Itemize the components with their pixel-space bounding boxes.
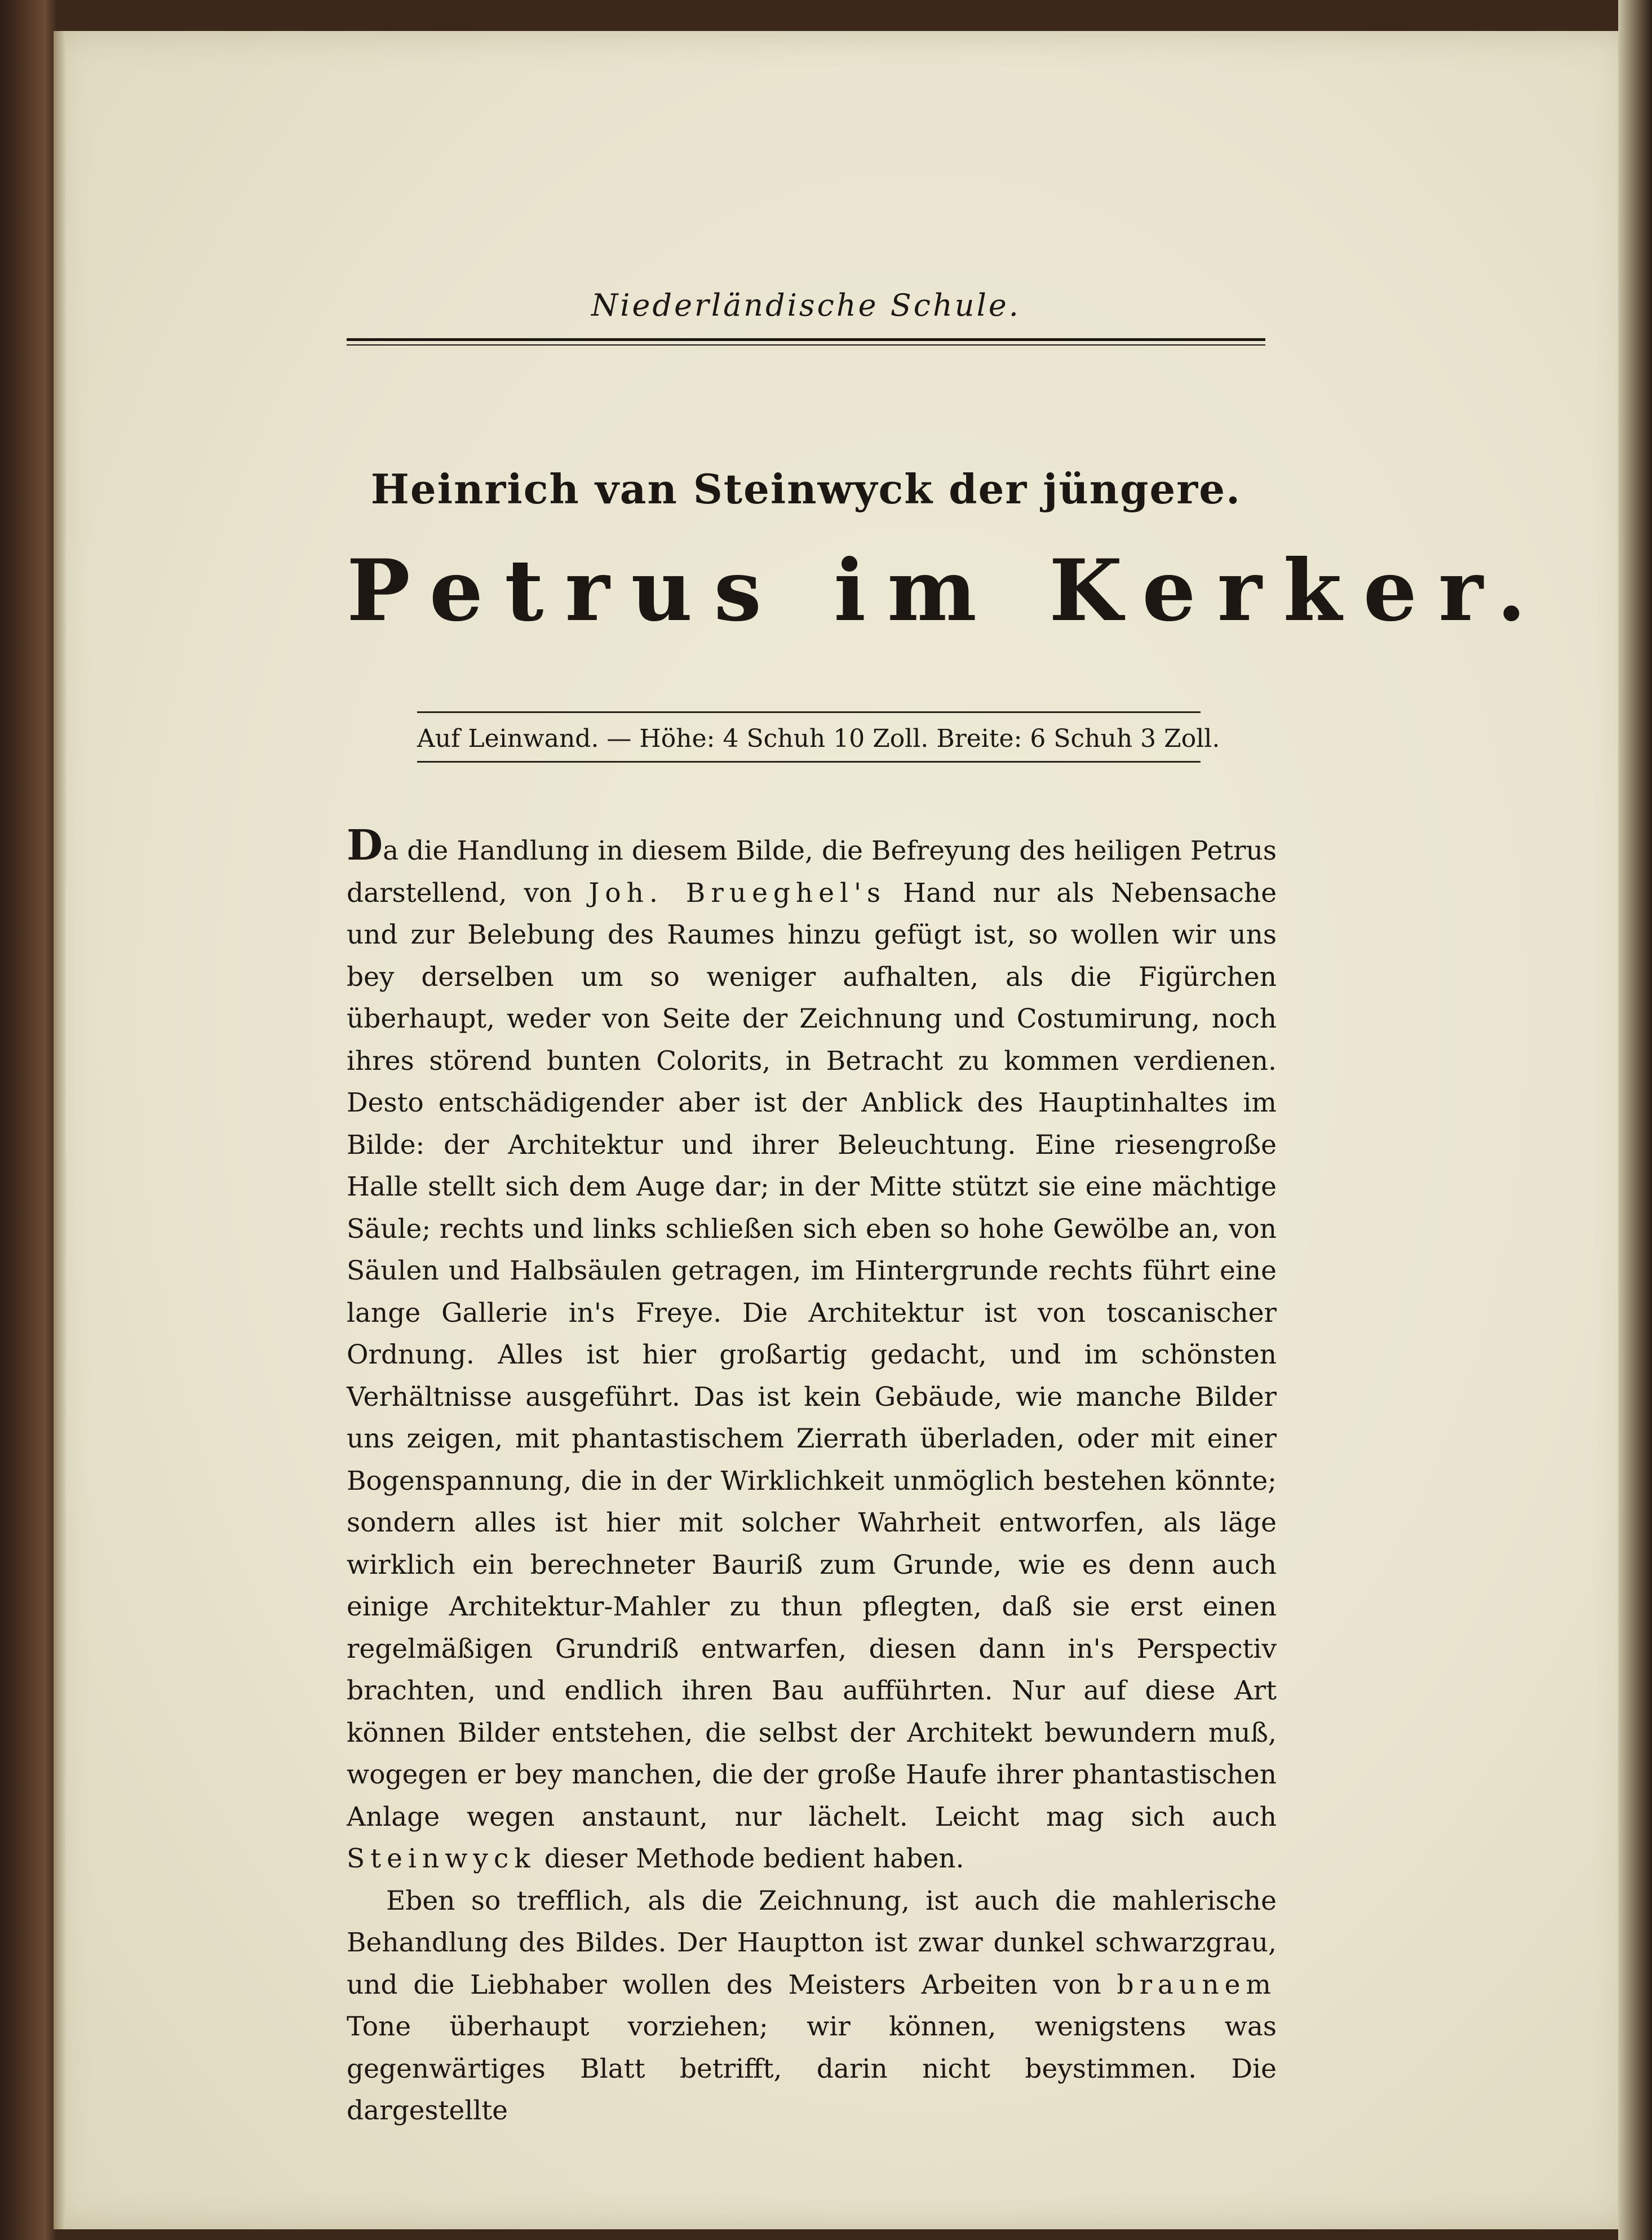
spaced-name: Steinwyck xyxy=(347,1843,536,1874)
section-heading: Niederländische Schule. xyxy=(591,287,1021,323)
binding-edge xyxy=(54,31,66,2229)
artist-name: Heinrich van Steinwyck der jüngere. xyxy=(370,465,1242,513)
artwork-dimensions: Auf Leinwand. — Höhe: 4 Schuh 10 Zoll. Breite: 6 Schuh 3 Zoll. xyxy=(417,724,1220,753)
header-double-rule xyxy=(347,338,1265,346)
paragraph-1: Da die Handlung in diesem Bilde, die Befreyung des heiligen Petrus darstellend, von Joh. Brueghel's Hand nur als Nebensache und zur Belebung des Raumes hinzu gefügt ist, so wollen wir uns bey derselben um so weniger aufhalten, als die Figürchen überhaupt, weder von Seite der Zeichnung und Costumirung, noch ihres störend bunten Colorits, in Betracht zu kommen verdienen. Desto entschädigender aber ist der Anblick des Hauptinhaltes im Bilde: der Architektur und ihrer Beleuchtung. Eine riesengroße Halle stellt sich dem Auge dar; in der Mitte stützt sie eine mächtige Säule; rechts und links schließen sich eben so hohe Gewölbe an, von Säulen und Halbsäulen getragen, im Hintergrunde rechts führt eine lange Gallerie in's Freye. Die Architektur ist von toscanischer Ordnung. Alles ist hier großartig gedacht, und im schönsten Verhältnisse ausgeführt. Das ist kein Gebäude, wie manche Bilder uns zeigen, mit phantastischem Zierrath überladen, oder mit einer Bogenspannung, die in der Wirklichkeit unmöglich bestehen könnte; sondern alles ist hier mit solcher Wahrheit entworfen, als läge wirklich ein berechneter Bauriß zum Grunde, wie es denn auch einige Architektur-Mahler zu thun pflegten, daß sie erst einen regelmäßigen Grundriß entwarfen, diesen dann in's Perspectiv brachten, und endlich ihren Bau aufführten. Nur auf diese Art können Bilder entstehen, die selbst der Architekt bewundern muß, wogegen er bey manchen, die der große Haufe ihrer phantastischen Anlage wegen anstaunt, nur lächelt. Leicht mag sich auch Steinwyck dieser Methode bedient haben. xyxy=(347,821,1277,1874)
body-text xyxy=(347,821,1277,2132)
drop-cap: D xyxy=(347,821,383,870)
spaced-word: braunem xyxy=(1117,1969,1277,2000)
artwork-title: Petrus im Kerker. xyxy=(347,541,1548,640)
paragraph-2: Eben so trefflich, als die Zeichnung, ist auch die mahlerische Behandlung des Bildes. Der Hauptton ist zwar dunkel schwarzgrau, und die Liebhaber wollen des Meisters Arbeiten von braunem Tone überhaupt vorziehen; wir können, wenigstens was gegenwärtiges Blatt betrifft, darin nicht beystimmen. Die dargestellte xyxy=(347,1885,1277,2126)
dimensions-bottom-rule xyxy=(417,761,1201,763)
spaced-name: Joh. Brueghel's xyxy=(588,877,887,909)
dimensions-top-rule xyxy=(417,711,1201,713)
page-edge xyxy=(1618,0,1652,2240)
